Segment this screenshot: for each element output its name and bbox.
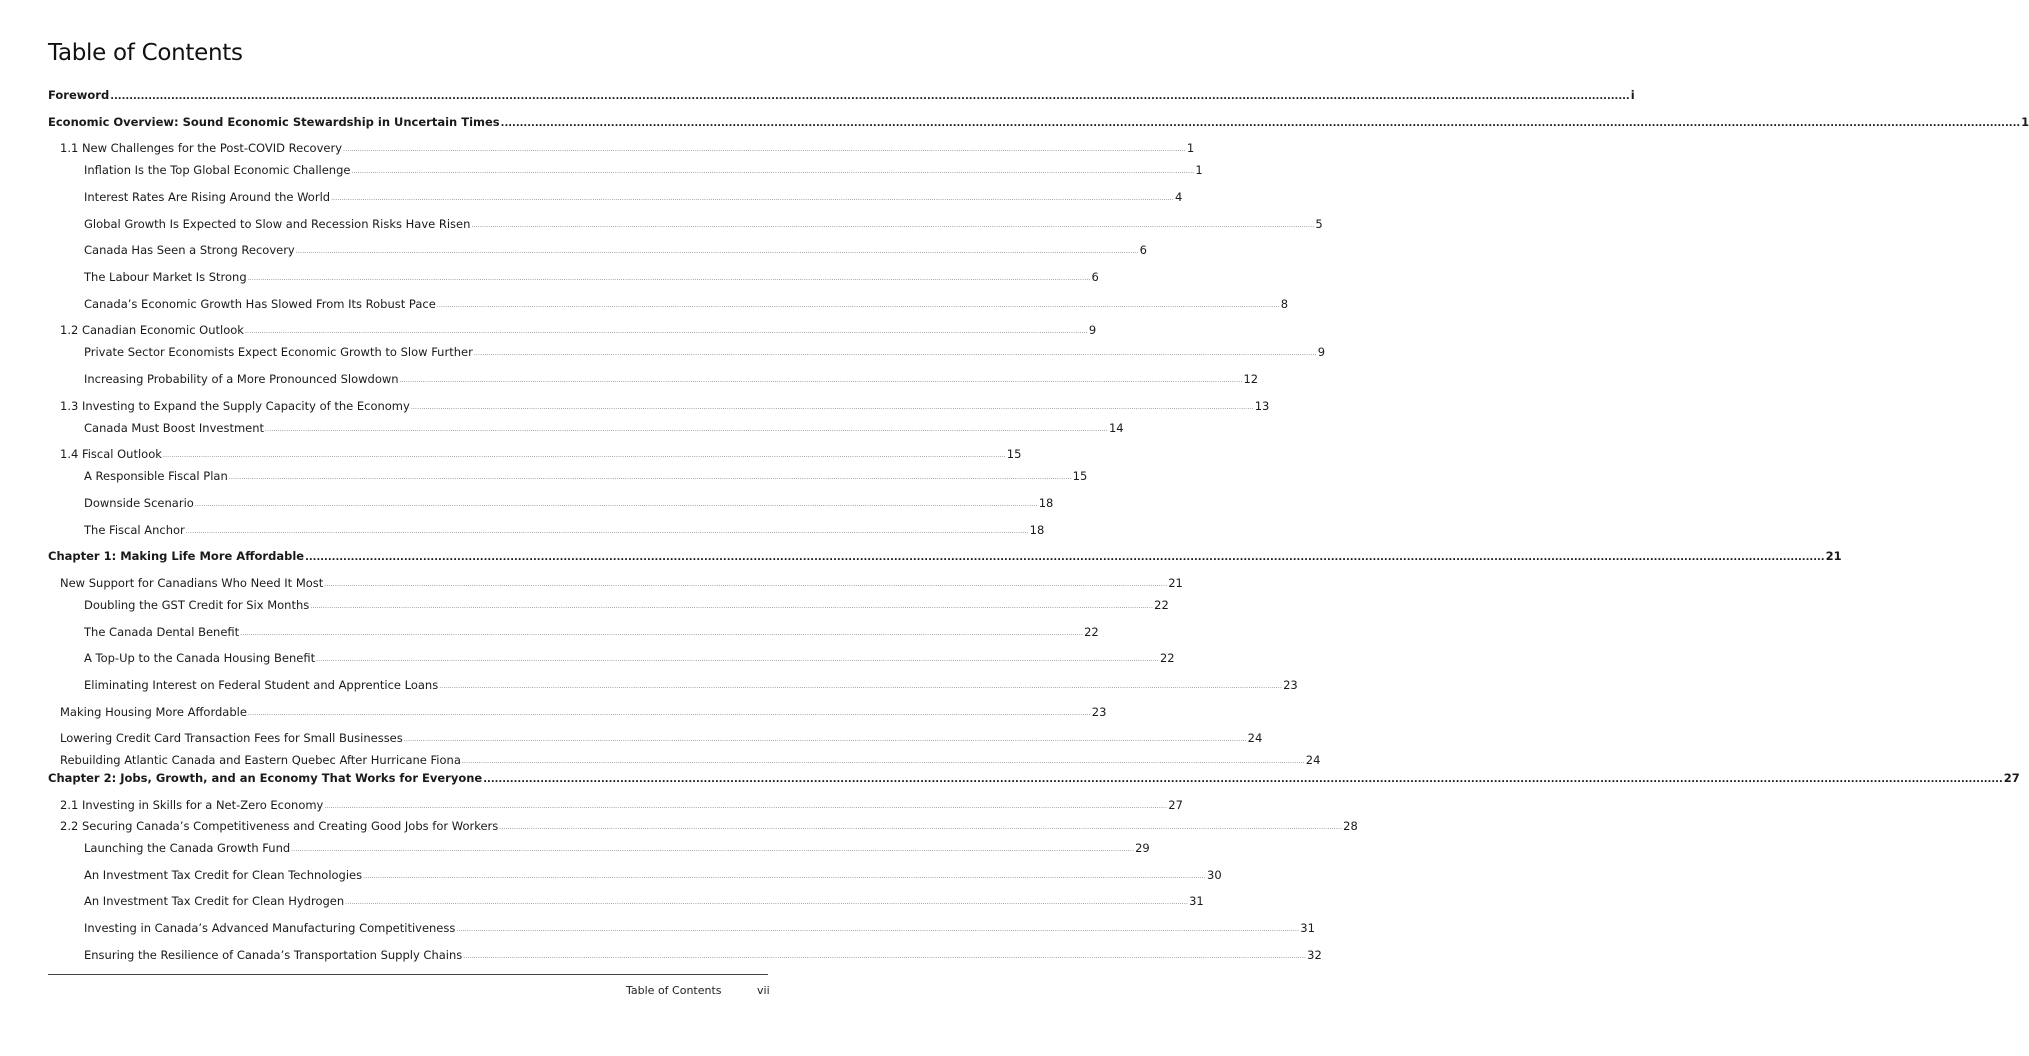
toc-entry-title: Private Sector Economists Expect Economic Growth to Slow Further (84, 345, 473, 359)
toc-dot-leader: ................................................................................................................................................................................................................................................................................................................................................................................................................ (324, 803, 1168, 810)
toc-entry-title: A Top-Up to the Canada Housing Benefit (84, 651, 316, 665)
toc-entry-title: New Support for Canadians Who Need It Most (60, 576, 324, 590)
toc-entry-title: Investing in Canada’s Advanced Manufacturing Competitiveness (84, 921, 456, 935)
toc-entry[interactable] (60, 704, 1107, 720)
toc-dot-leader: ................................................................................................................................................................................................................................................................................................................................................................................................................ (291, 846, 1135, 853)
toc-entry-page: 5 (1315, 217, 1323, 231)
toc-entry[interactable] (84, 677, 1298, 693)
toc-entry-page: 8 (1280, 297, 1289, 311)
toc-entry-page: 24 (1247, 731, 1263, 745)
toc-dot-leader: ................................................................................................................................................................................................................................................................................................................................................................................................................ (345, 899, 1189, 906)
toc-entry[interactable] (84, 920, 1315, 936)
toc-dot-leader: ................................................................................................................................................................................................................................................................................................................................................................................................................ (310, 603, 1154, 610)
toc-entry-title: 1.3 Investing to Expand the Supply Capacity of the Economy (60, 399, 410, 413)
toc-entry-page: 27 (2003, 771, 2020, 785)
toc-dot-leader: ................................................................................................................................................................................................................................................................................................................................................................................................................ (463, 953, 1307, 960)
toc-entry-page: 6 (1091, 270, 1099, 284)
toc-entry[interactable] (84, 597, 1169, 613)
toc-dot-leader: ................................................................................................................................................................................................................................................................................................................................................................................................................ (331, 195, 1174, 202)
toc-entry-title: 2.1 Investing in Skills for a Net-Zero Economy (60, 798, 324, 812)
toc-entry-page: 23 (1283, 678, 1298, 692)
toc-dot-leader: ................................................................................................................................................................................................................................................................................................................................................................................................................ (265, 426, 1108, 433)
toc-entry-page: 1 (1195, 163, 1203, 177)
toc-entry[interactable] (48, 548, 1842, 564)
toc-entry-page: 21 (1825, 549, 1842, 563)
footer-divider (48, 974, 768, 975)
toc-entry[interactable] (84, 624, 1099, 640)
toc-entry-title: The Fiscal Anchor (84, 523, 185, 537)
toc-entry-page: 14 (1108, 421, 1124, 435)
toc-entry[interactable] (60, 575, 1183, 591)
toc-entry-title: 1.4 Fiscal Outlook (60, 447, 162, 461)
toc-dot-leader: ................................................................................................................................................................................................................................................................................................................................................................................................................ (247, 275, 1091, 282)
toc-entry-title: Increasing Probability of a More Pronounced Slowdown (84, 372, 399, 386)
toc-dot-leader: ................................................................................................................................................................................................................................................................................................................................................................................................................ (324, 581, 1168, 588)
toc-entry-page: 29 (1135, 841, 1150, 855)
toc-entry-title: Downside Scenario (84, 496, 194, 510)
toc-entry-page: 22 (1159, 651, 1175, 665)
toc-dot-leader: ................................................................................................................................................................................................................................................................................................................................................................................................................ (110, 91, 1630, 102)
toc-entry-page: 24 (1305, 753, 1321, 767)
toc-entry-title: Canada Has Seen a Strong Recovery (84, 243, 295, 257)
toc-entry-title: Chapter 2: Jobs, Growth, and an Economy That Works for Everyone (48, 771, 483, 785)
toc-dot-leader: ................................................................................................................................................................................................................................................................................................................................................................................................................ (500, 118, 2021, 129)
toc-entry[interactable] (60, 797, 1183, 813)
toc-entry[interactable] (60, 752, 1321, 768)
toc-entry-page: 15 (1072, 469, 1088, 483)
toc-entry[interactable] (84, 269, 1099, 285)
toc-entry-title: Global Growth Is Expected to Slow and Recession Risks Have Risen (84, 217, 471, 231)
page-title: Table of Contents (48, 40, 243, 66)
toc-entry-page: 32 (1307, 948, 1322, 962)
toc-dot-leader: ................................................................................................................................................................................................................................................................................................................................................................................................................ (473, 350, 1317, 357)
toc-dot-leader: ................................................................................................................................................................................................................................................................................................................................................................................................................ (295, 248, 1139, 255)
toc-dot-leader: ................................................................................................................................................................................................................................................................................................................................................................................................................ (244, 328, 1088, 335)
toc-entry[interactable] (84, 947, 1322, 963)
toc-entry[interactable] (84, 344, 1326, 360)
toc-dot-leader: ................................................................................................................................................................................................................................................................................................................................................................................................................ (439, 683, 1283, 690)
toc-dot-leader: ................................................................................................................................................................................................................................................................................................................................................................................................................ (363, 873, 1206, 880)
toc-entry[interactable] (84, 162, 1203, 178)
toc-entry[interactable] (48, 87, 1635, 103)
toc-entry-title: Interest Rates Are Rising Around the World (84, 190, 331, 204)
toc-entry-page: 6 (1139, 243, 1147, 257)
toc-entry-page: 18 (1029, 523, 1045, 537)
toc-entry-page: 1 (2021, 115, 2029, 129)
toc-dot-leader: ................................................................................................................................................................................................................................................................................................................................................................................................................ (305, 552, 1825, 563)
toc-entry-title: Chapter 1: Making Life More Affordable (48, 549, 305, 563)
toc-entry-title: Lowering Credit Card Transaction Fees for Small Businesses (60, 731, 403, 745)
toc-dot-leader: ................................................................................................................................................................................................................................................................................................................................................................................................................ (351, 168, 1195, 175)
toc-dot-leader: ................................................................................................................................................................................................................................................................................................................................................................................................................ (343, 146, 1186, 153)
toc-entry-page: 21 (1168, 576, 1183, 590)
toc-dot-leader: ................................................................................................................................................................................................................................................................................................................................................................................................................ (228, 474, 1072, 481)
toc-entry-title: An Investment Tax Credit for Clean Technologies (84, 868, 363, 882)
toc-entry[interactable] (84, 216, 1323, 232)
toc-dot-leader: ................................................................................................................................................................................................................................................................................................................................................................................................................ (436, 302, 1280, 309)
toc-entry-page: 31 (1300, 921, 1315, 935)
toc-entry-page: 31 (1189, 894, 1204, 908)
toc-entry-title: The Labour Market Is Strong (84, 270, 247, 284)
toc-entry-title: A Responsible Fiscal Plan (84, 469, 228, 483)
toc-entry-page: 12 (1243, 372, 1259, 386)
toc-dot-leader: ................................................................................................................................................................................................................................................................................................................................................................................................................ (240, 630, 1084, 637)
toc-entry-page: 9 (1317, 345, 1326, 359)
toc-dot-leader: ................................................................................................................................................................................................................................................................................................................................................................................................................ (185, 528, 1029, 535)
toc-entry[interactable] (60, 140, 1195, 156)
toc-dot-leader: ................................................................................................................................................................................................................................................................................................................................................................................................................ (194, 501, 1038, 508)
toc-entry-title: An Investment Tax Credit for Clean Hydrogen (84, 894, 345, 908)
toc-entry[interactable] (48, 770, 2020, 786)
toc-entry[interactable] (84, 420, 1124, 436)
toc-entry-page: i (1630, 88, 1635, 102)
toc-entry[interactable] (60, 398, 1270, 414)
toc-entry[interactable] (84, 468, 1088, 484)
toc-entry-page: 22 (1154, 598, 1169, 612)
toc-dot-leader: ................................................................................................................................................................................................................................................................................................................................................................................................................ (403, 736, 1247, 743)
toc-entry-title: Rebuilding Atlantic Canada and Eastern Quebec After Hurricane Fiona (60, 753, 461, 767)
toc-entry-page: 1 (1186, 141, 1195, 155)
toc-entry-page: 27 (1168, 798, 1183, 812)
toc-entry-title: The Canada Dental Benefit (84, 625, 240, 639)
toc-entry-page: 15 (1006, 447, 1022, 461)
toc-dot-leader: ................................................................................................................................................................................................................................................................................................................................................................................................................ (399, 377, 1243, 384)
toc-entry-page: 30 (1207, 868, 1222, 882)
toc-entry-title: Making Housing More Affordable (60, 705, 247, 719)
toc-entry[interactable] (48, 114, 2029, 130)
toc-entry-title: 1.1 New Challenges for the Post-COVID Recovery (60, 141, 343, 155)
toc-entry[interactable] (84, 840, 1150, 856)
toc-entry[interactable] (84, 522, 1045, 538)
toc-entry[interactable] (60, 730, 1263, 746)
toc-entry[interactable] (84, 867, 1222, 883)
toc-entry-page: 9 (1088, 323, 1097, 337)
toc-entry-page: 28 (1343, 819, 1358, 833)
toc-entry[interactable] (60, 818, 1358, 834)
toc-entry[interactable] (84, 495, 1054, 511)
toc-entry[interactable] (84, 296, 1289, 312)
toc-entry-page: 4 (1174, 190, 1183, 204)
toc-dot-leader: ................................................................................................................................................................................................................................................................................................................................................................................................................ (471, 222, 1315, 229)
toc-entry[interactable] (84, 371, 1259, 387)
footer-page-number: vii (757, 984, 770, 997)
toc-entry[interactable] (84, 893, 1204, 909)
toc-entry-page: 22 (1084, 625, 1099, 639)
toc-entry-title: Doubling the GST Credit for Six Months (84, 598, 310, 612)
toc-entry-page: 18 (1038, 496, 1054, 510)
toc-dot-leader: ................................................................................................................................................................................................................................................................................................................................................................................................................ (456, 926, 1300, 933)
toc-dot-leader: ................................................................................................................................................................................................................................................................................................................................................................................................................ (483, 774, 2003, 785)
toc-entry[interactable] (84, 650, 1175, 666)
toc-entry-page: 13 (1254, 399, 1270, 413)
toc-dot-leader: ................................................................................................................................................................................................................................................................................................................................................................................................................ (499, 824, 1343, 831)
toc-entry-title: Ensuring the Resilience of Canada’s Transportation Supply Chains (84, 948, 463, 962)
toc-entry-title: 2.2 Securing Canada’s Competitiveness and Creating Good Jobs for Workers (60, 819, 499, 833)
toc-entry-title: Canada Must Boost Investment (84, 421, 265, 435)
toc-entry-title: Canada’s Economic Growth Has Slowed From Its Robust Pace (84, 297, 436, 311)
toc-entry-title: Economic Overview: Sound Economic Stewardship in Uncertain Times (48, 115, 500, 129)
toc-entry[interactable] (60, 322, 1097, 338)
toc-entry-title: Inflation Is the Top Global Economic Challenge (84, 163, 351, 177)
toc-dot-leader: ................................................................................................................................................................................................................................................................................................................................................................................................................ (410, 404, 1254, 411)
toc-entry-page: 23 (1091, 705, 1107, 719)
toc-entry-title: 1.2 Canadian Economic Outlook (60, 323, 244, 337)
toc-dot-leader: ................................................................................................................................................................................................................................................................................................................................................................................................................ (247, 710, 1091, 717)
toc-dot-leader: ................................................................................................................................................................................................................................................................................................................................................................................................................ (316, 656, 1159, 663)
toc-entry-title: Foreword (48, 88, 110, 102)
toc-entry[interactable] (60, 446, 1022, 462)
toc-entry[interactable] (84, 189, 1183, 205)
toc-dot-leader: ................................................................................................................................................................................................................................................................................................................................................................................................................ (461, 758, 1305, 765)
toc-entry[interactable] (84, 242, 1147, 258)
toc-entry-title: Eliminating Interest on Federal Student and Apprentice Loans (84, 678, 439, 692)
toc-entry-title: Launching the Canada Growth Fund (84, 841, 291, 855)
footer-section-label: Table of Contents (626, 984, 722, 997)
toc-dot-leader: ................................................................................................................................................................................................................................................................................................................................................................................................................ (162, 452, 1006, 459)
